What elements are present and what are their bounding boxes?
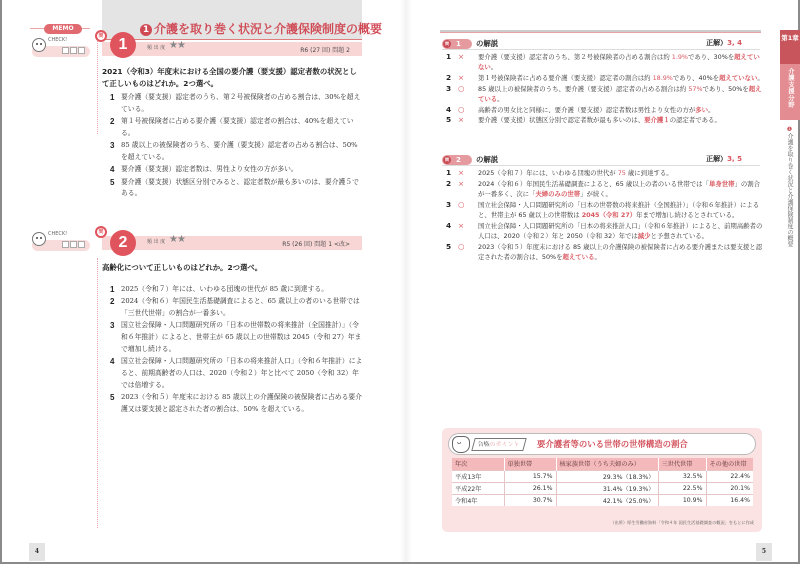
answer-title: の解説 xyxy=(476,39,499,48)
answer-item: 5 ○ 2023（令和５）年度末における 85 歳以上の介護保険の被保険者に占める要介護または要支援と認定された者の割合は、50%を超えている。 xyxy=(446,241,763,261)
choice-item[interactable]: 3 国立社会保障・人口問題研究所の「日本の世帯数の将来推計（全国推計）」（令和６年推計）によると、世帯主が 65 歳以上の世帯数は 2045（令和 27）年まで増加し続ける。 xyxy=(110,321,362,353)
memo-label: MEMO xyxy=(44,24,82,34)
answer-header-q1 xyxy=(442,38,760,50)
margin-line xyxy=(97,258,98,528)
choice-item[interactable]: 3 85 歳以上の被保険者のうち、要介護（要支援）認定者の占める割合は、50%を超えている。 xyxy=(110,141,358,161)
page-number-left: 4 xyxy=(29,543,45,561)
answer-title: の解説 xyxy=(476,155,499,164)
question-header-q1 xyxy=(102,42,362,56)
question-number-badge: 1 xyxy=(110,32,136,58)
check-block-q2 xyxy=(30,232,92,250)
frequency-label: 頻 出 度 xyxy=(147,239,166,245)
checkbox[interactable] xyxy=(62,47,69,54)
checkbox[interactable] xyxy=(78,47,85,54)
gutter xyxy=(400,0,412,562)
check-boxes xyxy=(62,241,85,248)
question-header-q2 xyxy=(102,236,362,250)
item-number: 4 xyxy=(446,104,452,114)
top-band xyxy=(102,0,362,18)
table-row: 令和4年 30.7% 42.1%（25.0%） 10.9% 16.4% xyxy=(452,494,753,506)
section-title: 1 介護を取り巻く状況と介護保険制度の概要 xyxy=(140,20,382,37)
correct-answer: 正解）3, 5 xyxy=(706,155,742,163)
item-number: 4 xyxy=(446,220,452,230)
choice-item[interactable]: 4 国立社会保障・人口問題研究所の「日本の将来推計人口」（令和６年推計）によると、前期高齢者の人口は、2020（令和２）年と比べて 2050（令和 32）年では倍増する。 xyxy=(110,357,363,389)
checkbox[interactable] xyxy=(70,241,77,248)
table-header: 単独世帯 xyxy=(504,458,556,470)
source-note: （出所）厚生労働省資料「令和４年 国民生活基礎調査の概況」をもとに作成 xyxy=(610,520,754,525)
choices-q2 xyxy=(110,284,364,416)
answer-item: 3 ○ 85 歳以上の被保険者のうち、要介護（要支援）認定者の占める割合は約 57%であり、50%を超えている。 xyxy=(446,83,762,103)
item-number: 1 xyxy=(446,168,452,177)
choice-item[interactable]: 2 第１号被保険者に占める要介護（要支援）認定者の割合は、40%を超えている。 xyxy=(110,117,354,137)
question-source: R5 (26 回) 問題 1 <改> xyxy=(282,241,350,248)
point-title: 要介護者等のいる世帯の世帯構造の割合 xyxy=(537,439,688,449)
answer-item: 2 × 第１号被保険者に占める要介護（要支援）認定者の割合は約 18.9%であり、40%を超えていない。 xyxy=(446,72,764,82)
cross-mark-icon: × xyxy=(458,52,465,61)
answer-tag: 問 2 xyxy=(442,155,472,165)
frequency-label: 頻 出 度 xyxy=(147,45,166,51)
mon-icon: 問 xyxy=(95,30,107,42)
circle-mark-icon: ○ xyxy=(458,83,465,93)
table-header: 核家族世帯（うち夫婦のみ） xyxy=(556,458,658,470)
mon-icon: 問 xyxy=(445,157,449,162)
circle-mark-icon: ○ xyxy=(458,241,465,251)
table-row: 平成22年 26.1% 31.4%（19.3%） 22.5% 20.1% xyxy=(452,482,753,494)
cat-icon xyxy=(452,436,470,453)
item-number: 3 xyxy=(446,199,452,209)
section-number-icon: 1 xyxy=(140,24,152,36)
circle-mark-icon: ○ xyxy=(458,104,465,114)
answer-item: 1 × 2025（令和７）年には、いわゆる団塊の世代が 75 歳に到達する。 xyxy=(446,168,673,177)
mon-icon: 問 xyxy=(95,226,107,238)
cross-mark-icon: × xyxy=(458,178,465,188)
item-number: 3 xyxy=(446,83,452,93)
table-header: その他の世帯 xyxy=(706,458,753,470)
cross-mark-icon: × xyxy=(458,115,465,125)
question-stem-q1: 2021（令和3）年度末における全国の要介護（要支援）認定者数の状況として正しいものはどれか。2つ選べ。 xyxy=(102,67,357,88)
item-number: 5 xyxy=(446,115,452,125)
chapter-title: 介護支援分野 xyxy=(780,64,800,120)
choice-item[interactable]: 1 2025（令和７）年には、いわゆる団塊の世代が 85 歳に到達する。 xyxy=(110,285,328,294)
answer-list-q2 xyxy=(446,168,764,263)
check-boxes xyxy=(62,47,85,54)
chapter-side-tab[interactable] xyxy=(780,30,800,370)
star-rating-icon: ★★ xyxy=(169,40,185,51)
cross-mark-icon: × xyxy=(458,72,465,82)
choice-item[interactable]: 4 要介護（要支援）認定者数は、男性より女性の方が多い。 xyxy=(110,165,298,175)
table-row: 平成13年 15.7% 29.3%（18.3%） 32.5% 22.4% xyxy=(452,470,753,482)
item-number: 5 xyxy=(446,241,452,251)
point-box xyxy=(442,428,762,532)
answer-item: 1 × 要介護（要支援）認定者のうち、第２号被保険者の占める割合は約 1.9%であり、30%を超えていない。 xyxy=(446,52,760,72)
answer-item: 4 ○ 高齢者の男女比と同様に、要介護（要支援）認定者数は男性より女性の方が多い。 xyxy=(446,104,715,114)
question-stem-q2: 高齢化について正しいものはどれか。2つ選べ。 xyxy=(102,263,263,272)
chapter-label: 第1章 xyxy=(780,30,800,64)
answer-tag: 問 1 xyxy=(442,39,472,49)
question-source: R6 (27 回) 問題 2 xyxy=(300,47,350,54)
table-header: 三世代世帯 xyxy=(658,458,706,470)
mon-icon: 問 xyxy=(445,41,449,46)
page-number-right: 5 xyxy=(756,543,772,561)
checkbox[interactable] xyxy=(62,241,69,248)
table-header: 年次 xyxy=(452,458,504,470)
check-block-q1 xyxy=(30,38,92,56)
choice-item[interactable]: 1 要介護（要支援）認定者のうち、第２号被保険者の占める割合は、30%を超えている。 xyxy=(110,93,361,113)
answer-item: 5 × 要介護（要支援）状態区分別で認定者数が最も多いのは、要介護１の認定者である。 xyxy=(446,115,721,125)
checkbox[interactable] xyxy=(70,47,77,54)
point-header xyxy=(448,433,756,455)
item-number: 2 xyxy=(446,72,452,82)
answer-item: 3 ○ 国立社会保障・人口問題研究所の「日本の世帯数の将来推計（全国推計）」（令和６年推計）によると、世帯主が 65 歳以上の世帯数は 2045（令和 27）年まで増加し続けるとされている。 xyxy=(446,199,760,219)
book-spread xyxy=(2,0,798,562)
point-label: 合格のポイント xyxy=(471,438,527,451)
answer-list-q1 xyxy=(446,52,764,126)
margin-line xyxy=(97,38,98,134)
correct-answer: 正解）3, 4 xyxy=(706,39,742,47)
cross-mark-icon: × xyxy=(458,220,465,230)
top-rule xyxy=(440,30,761,33)
item-number: 2 xyxy=(446,178,452,188)
chick-icon xyxy=(32,232,46,246)
choice-item[interactable]: 5 2023（令和５）年度末における 85 歳以上の介護保険の被保険者に占める要介護又は要支援と認定された者の割合は、50% を超えている。 xyxy=(110,393,362,413)
cross-mark-icon: × xyxy=(458,168,465,177)
circle-mark-icon: ○ xyxy=(458,199,465,209)
chick-icon xyxy=(32,38,46,52)
choice-item[interactable]: 2 2024（令和６）年国民生活基礎調査によると、65 歳以上の者のいる世帯では「三世代世帯」の割合が一番多い。 xyxy=(110,297,360,318)
check-label: CHECK! xyxy=(48,231,68,237)
household-structure-table xyxy=(452,458,753,506)
answer-header-q2 xyxy=(442,154,760,166)
choice-item[interactable]: 5 要介護（要支援）状態区分別でみると、認定者数が最も多いのは、要介護５である。 xyxy=(110,177,359,198)
choices-q1 xyxy=(110,92,364,201)
section-side-title: ❶介護を取り巻く状況と介護保険制度の概要 xyxy=(786,126,793,247)
star-rating-icon: ★★ xyxy=(169,234,185,245)
answer-item: 4 × 国立社会保障・人口問題研究所の「日本の将来推計人口」（令和６年推計）によると、前期高齢者の人口は、2020（令和２）年と 2050（令和 32）年では減少と予想されている。 xyxy=(446,220,763,240)
checkbox[interactable] xyxy=(78,241,85,248)
answer-item: 2 × 2024（令和６）年国民生活基礎調査によると、65 歳以上の者のいる世帯では「単身世帯」の割合が一番多く、次に「夫婦のみの世帯」が続く。 xyxy=(446,178,761,198)
item-number: 1 xyxy=(446,52,452,61)
question-number-badge: 2 xyxy=(110,230,136,256)
check-label: CHECK! xyxy=(48,37,68,43)
